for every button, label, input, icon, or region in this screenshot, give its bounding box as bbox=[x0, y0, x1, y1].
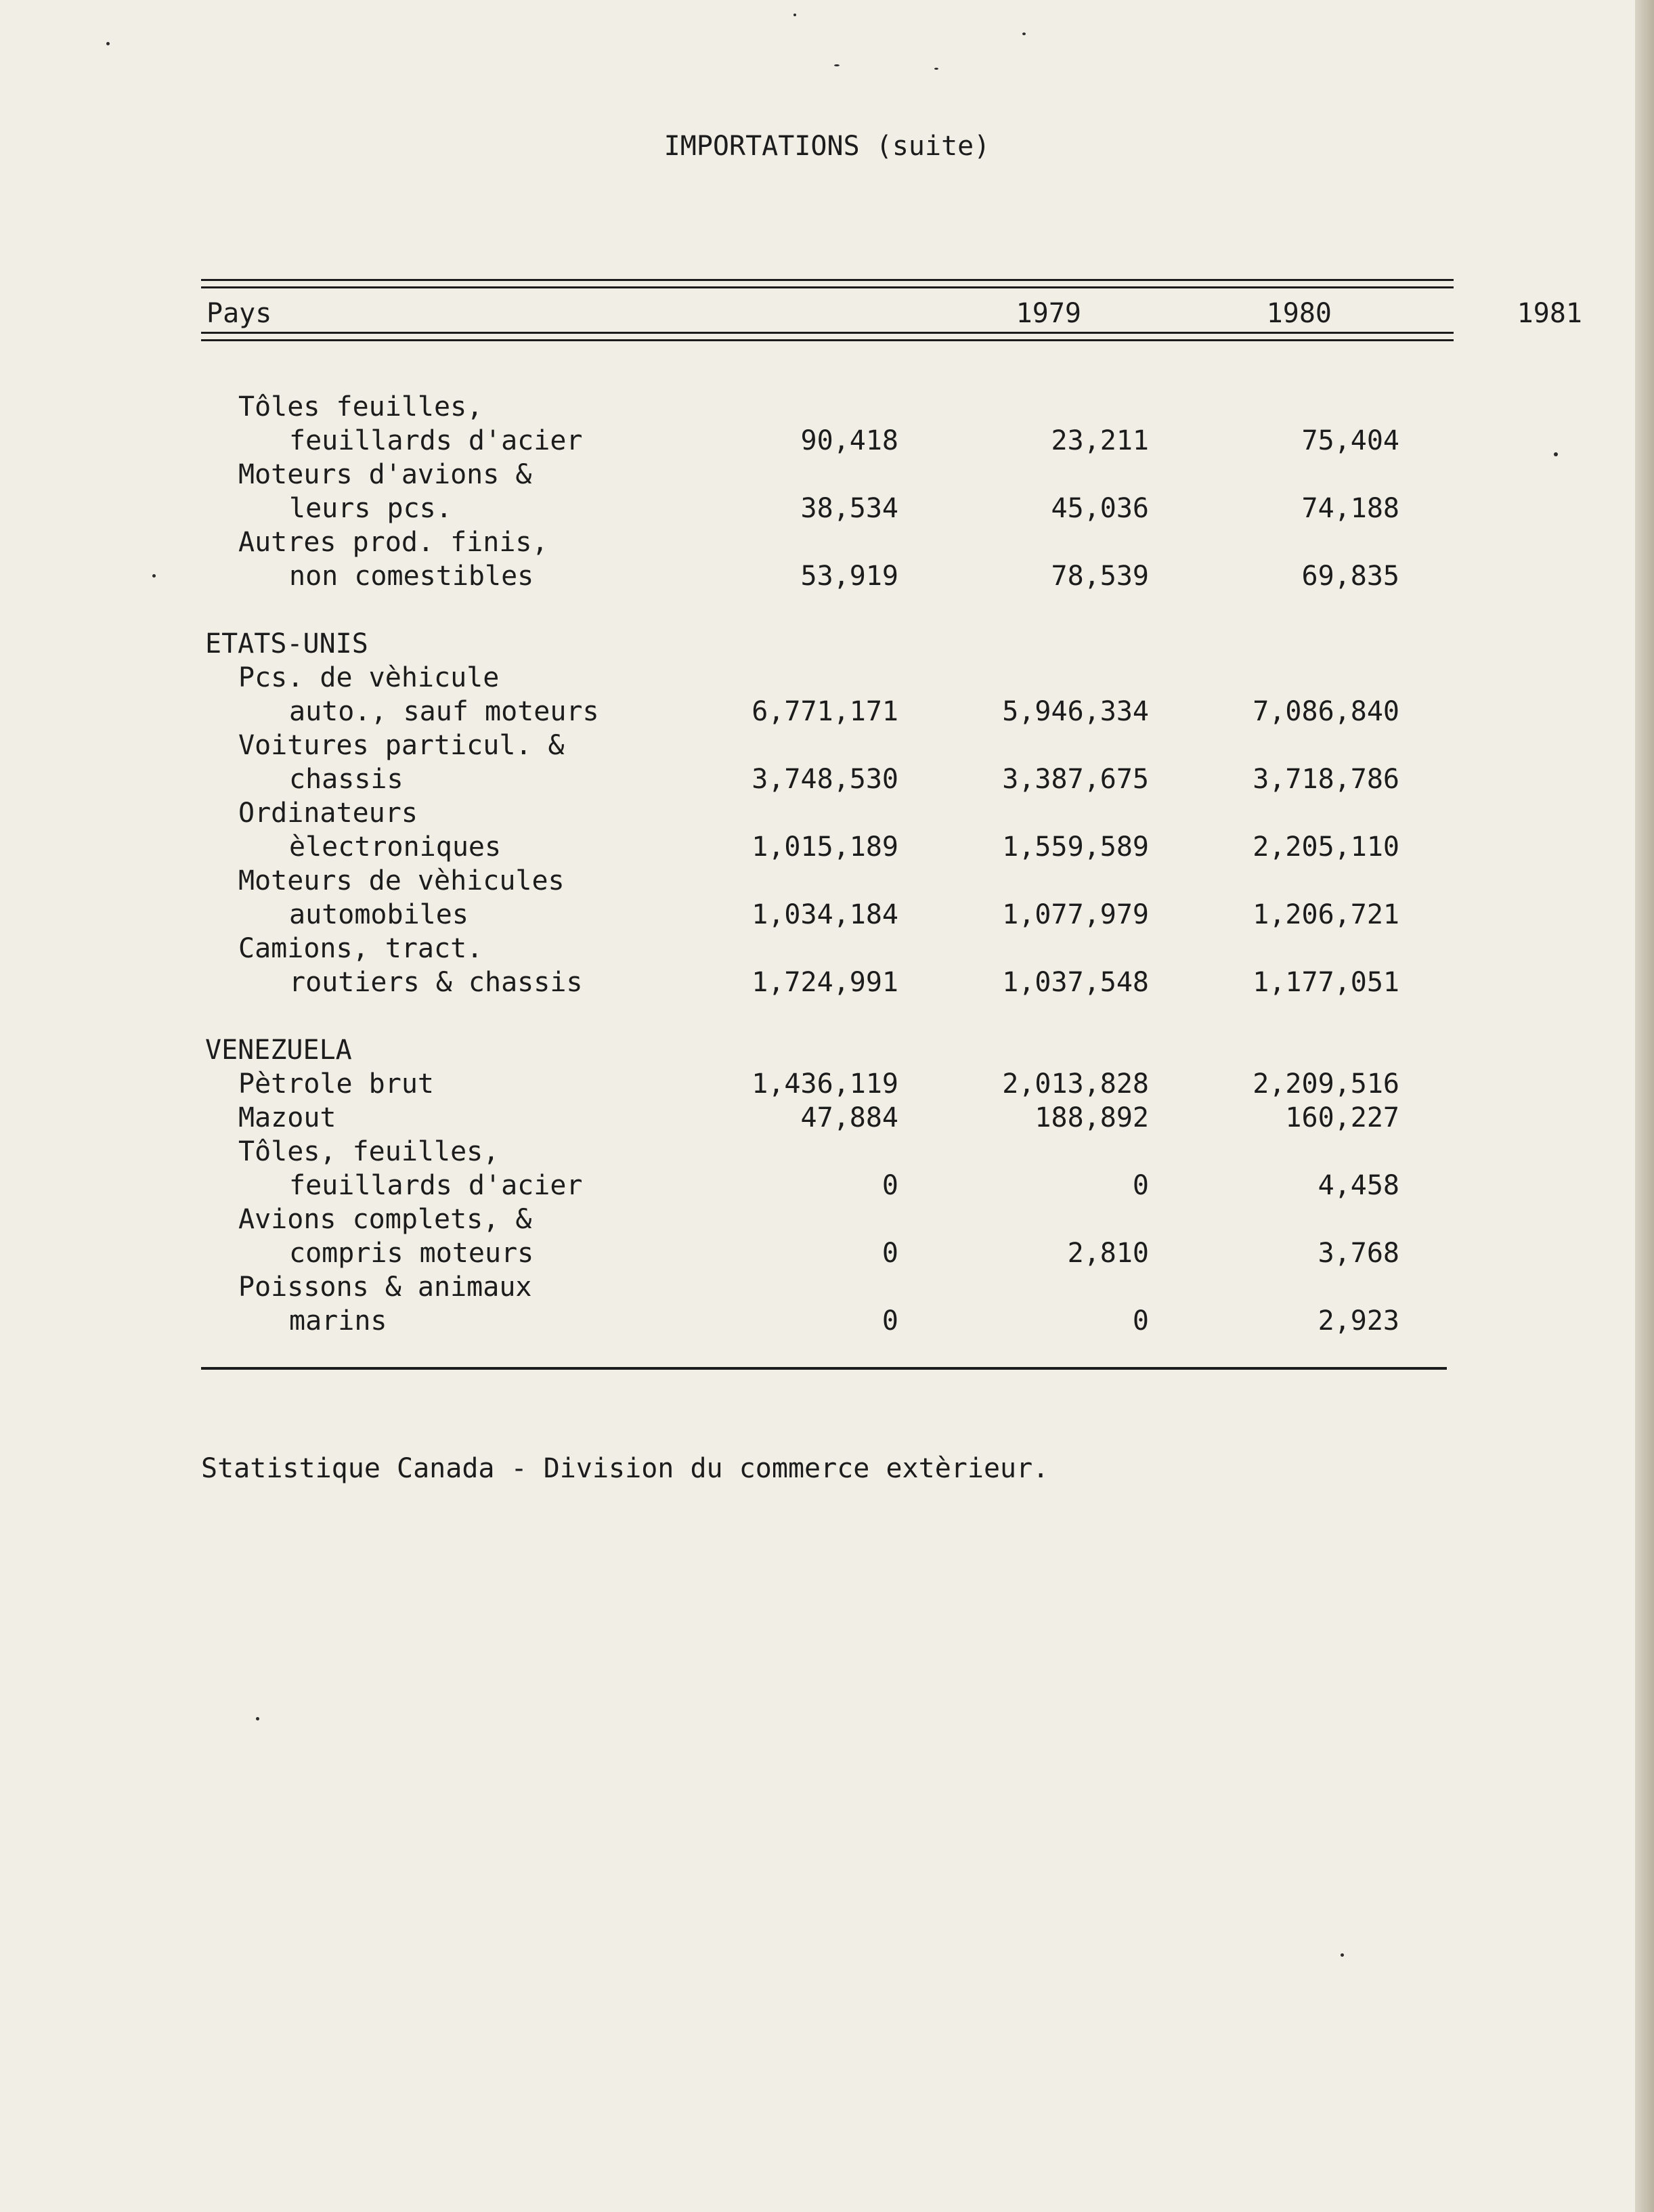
table-row bbox=[201, 424, 1454, 458]
table-row bbox=[201, 966, 1454, 999]
value-1980: 0 bbox=[1132, 1170, 1149, 1201]
product-label: marins bbox=[289, 1305, 387, 1337]
table-header bbox=[201, 288, 1582, 332]
product-label: Moteurs de vèhicules bbox=[238, 865, 565, 896]
value-1980: 45,036 bbox=[1051, 493, 1149, 524]
value-1980: 78,539 bbox=[1051, 561, 1149, 592]
value-1979: 1,724,991 bbox=[752, 967, 898, 998]
value-1979: 90,418 bbox=[800, 425, 898, 456]
value-1980: 5,946,334 bbox=[1002, 696, 1149, 727]
table-row bbox=[201, 458, 1454, 492]
column-header-1980: 1980 bbox=[1266, 298, 1332, 329]
value-1979: 47,884 bbox=[800, 1102, 898, 1133]
row-spacer bbox=[201, 999, 1454, 1033]
product-label: Tôles feuilles, bbox=[238, 391, 483, 422]
product-label: Avions complets, & bbox=[238, 1204, 532, 1235]
product-label: Tôles, feuilles, bbox=[238, 1136, 500, 1167]
product-label: Camions, tract. bbox=[238, 933, 483, 964]
table-row bbox=[201, 864, 1454, 898]
table-row bbox=[201, 559, 1454, 593]
value-1979: 53,919 bbox=[800, 561, 898, 592]
table-row bbox=[201, 1067, 1454, 1101]
scan-speck bbox=[1554, 452, 1558, 456]
table-row bbox=[201, 1101, 1454, 1135]
product-label: chassis bbox=[289, 764, 404, 795]
scan-speck bbox=[256, 1717, 259, 1720]
table-row bbox=[201, 390, 1454, 424]
column-header-1979: 1979 bbox=[1016, 298, 1081, 329]
table-row bbox=[201, 898, 1454, 932]
value-1979: 0 bbox=[882, 1238, 898, 1269]
table-row bbox=[201, 525, 1454, 559]
scan-speck bbox=[793, 14, 796, 16]
header-bottom-rule bbox=[201, 332, 1454, 341]
product-label: Poissons & animaux bbox=[238, 1272, 532, 1303]
value-1981: 4,458 bbox=[1318, 1170, 1399, 1201]
value-1981: 3,768 bbox=[1318, 1238, 1399, 1269]
product-label: auto., sauf moteurs bbox=[289, 696, 599, 727]
value-1980: 2,013,828 bbox=[1002, 1068, 1149, 1100]
column-header-country: Pays bbox=[206, 298, 272, 329]
value-1981: 74,188 bbox=[1301, 493, 1399, 524]
page-edge bbox=[1635, 0, 1654, 2212]
scan-speck bbox=[106, 42, 110, 45]
product-label: leurs pcs. bbox=[289, 493, 452, 524]
product-label: Ordinateurs bbox=[238, 798, 418, 829]
value-1981: 2,209,516 bbox=[1253, 1068, 1399, 1100]
table-row bbox=[201, 1236, 1454, 1270]
table-row bbox=[201, 695, 1454, 729]
table-row bbox=[201, 1202, 1454, 1236]
value-1981: 2,923 bbox=[1318, 1305, 1399, 1337]
value-1981: 3,718,786 bbox=[1253, 764, 1399, 795]
value-1979: 1,015,189 bbox=[752, 831, 898, 863]
value-1980: 23,211 bbox=[1051, 425, 1149, 456]
value-1980: 2,810 bbox=[1067, 1238, 1149, 1269]
value-1979: 1,034,184 bbox=[752, 899, 898, 930]
value-1981: 2,205,110 bbox=[1253, 831, 1399, 863]
table-row bbox=[201, 932, 1454, 966]
table-bottom-rule bbox=[201, 1367, 1447, 1370]
value-1980: 1,077,979 bbox=[1002, 899, 1149, 930]
scan-speck bbox=[1341, 1953, 1344, 1957]
table-row bbox=[201, 1304, 1454, 1338]
value-1979: 6,771,171 bbox=[752, 696, 898, 727]
table-row bbox=[201, 1270, 1454, 1304]
value-1979: 0 bbox=[882, 1305, 898, 1337]
value-1981: 75,404 bbox=[1301, 425, 1399, 456]
product-label: feuillards d'acier bbox=[289, 1170, 583, 1201]
product-label: compris moteurs bbox=[289, 1238, 534, 1269]
table-row bbox=[201, 1169, 1454, 1202]
product-label: Pètrole brut bbox=[238, 1068, 434, 1100]
product-label: non comestibles bbox=[289, 561, 534, 592]
column-header-1981: 1981 bbox=[1517, 298, 1582, 329]
country-name: ETATS-UNIS bbox=[205, 628, 368, 659]
product-label: Voitures particul. & bbox=[238, 730, 565, 761]
imports-table bbox=[201, 279, 1582, 1338]
product-label: èlectroniques bbox=[289, 831, 502, 863]
scan-speck bbox=[152, 574, 156, 578]
value-1979: 0 bbox=[882, 1170, 898, 1201]
table-row bbox=[201, 830, 1454, 864]
source-note: Statistique Canada - Division du commerce extèrieur. bbox=[201, 1453, 1049, 1484]
product-label: feuillards d'acier bbox=[289, 425, 583, 456]
table-row bbox=[201, 729, 1454, 762]
page-title: IMPORTATIONS (suite) bbox=[663, 131, 991, 162]
value-1980: 1,559,589 bbox=[1002, 831, 1149, 863]
value-1979: 3,748,530 bbox=[752, 764, 898, 795]
value-1980: 0 bbox=[1132, 1305, 1149, 1337]
product-label: Mazout bbox=[238, 1102, 336, 1133]
table-body bbox=[201, 390, 1454, 1338]
table-row bbox=[201, 1135, 1454, 1169]
product-label: Autres prod. finis, bbox=[238, 527, 548, 558]
table-row bbox=[201, 762, 1454, 796]
value-1981: 69,835 bbox=[1301, 561, 1399, 592]
table-row bbox=[201, 661, 1454, 695]
country-name: VENEZUELA bbox=[205, 1035, 352, 1066]
value-1979: 38,534 bbox=[800, 493, 898, 524]
product-label: automobiles bbox=[289, 899, 469, 930]
scan-speck bbox=[1022, 32, 1026, 35]
value-1979: 1,436,119 bbox=[752, 1068, 898, 1100]
product-label: Pcs. de vèhicule bbox=[238, 662, 500, 693]
value-1981: 1,206,721 bbox=[1253, 899, 1399, 930]
row-spacer bbox=[201, 593, 1454, 627]
country-heading-row bbox=[201, 1033, 1454, 1067]
value-1980: 188,892 bbox=[1035, 1102, 1149, 1133]
value-1981: 7,086,840 bbox=[1253, 696, 1399, 727]
table-row bbox=[201, 796, 1454, 830]
country-heading-row bbox=[201, 627, 1454, 661]
scan-speck bbox=[834, 64, 840, 66]
product-label: routiers & chassis bbox=[289, 967, 583, 998]
value-1981: 1,177,051 bbox=[1253, 967, 1399, 998]
table-row bbox=[201, 492, 1454, 525]
value-1981: 160,227 bbox=[1285, 1102, 1399, 1133]
value-1980: 1,037,548 bbox=[1002, 967, 1149, 998]
value-1980: 3,387,675 bbox=[1002, 764, 1149, 795]
scan-speck bbox=[934, 68, 938, 70]
header-top-rule bbox=[201, 279, 1454, 288]
product-label: Moteurs d'avions & bbox=[238, 459, 532, 490]
